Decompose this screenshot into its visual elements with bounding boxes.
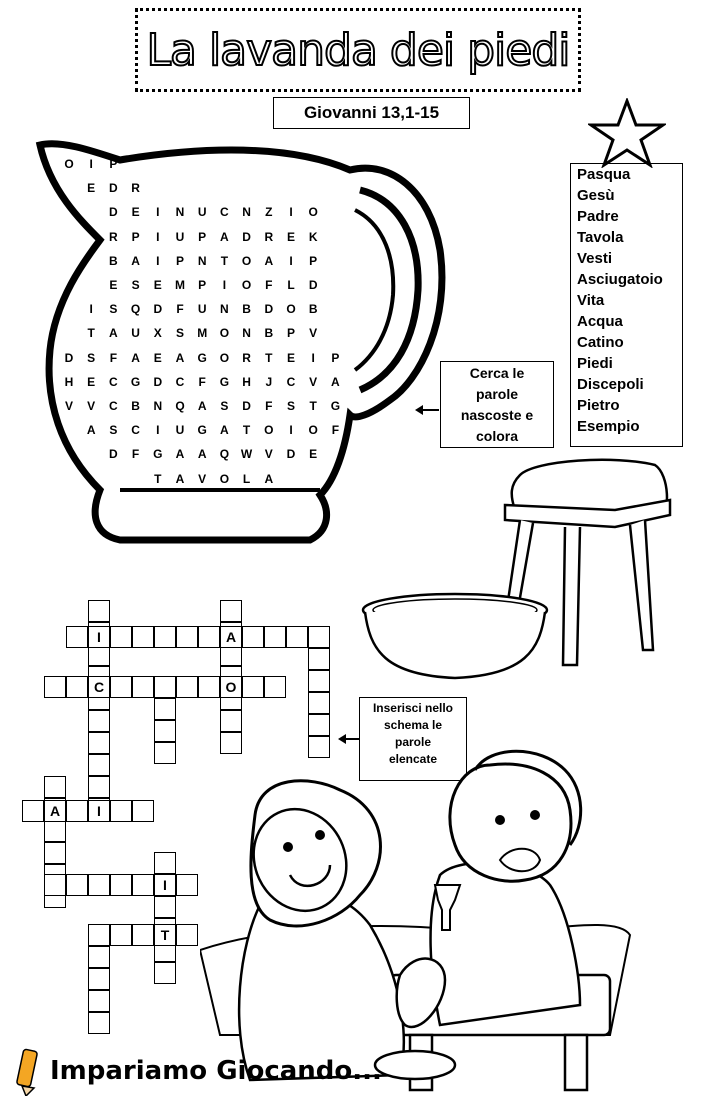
word-list-item: Catino	[577, 334, 624, 351]
wordsearch-letter[interactable]: I	[156, 253, 160, 268]
wordsearch-letter[interactable]: N	[242, 205, 251, 220]
wordsearch-letter[interactable]: A	[220, 229, 229, 244]
wordsearch-letter[interactable]: D	[109, 181, 118, 196]
wordsearch-letter[interactable]: Q	[130, 302, 141, 317]
wordsearch-letter[interactable]: M	[175, 278, 185, 292]
crossword-cell[interactable]	[154, 896, 176, 918]
wordsearch-letter[interactable]: P	[175, 253, 184, 268]
crossword-letter-cell[interactable]: O	[220, 676, 242, 698]
wordsearch-letter[interactable]: D	[109, 447, 118, 462]
word-list-item: Esempio	[577, 418, 640, 435]
crossword-letter-cell[interactable]: I	[88, 626, 110, 648]
crossword-cell[interactable]	[308, 626, 330, 648]
wordsearch-letter[interactable]: B	[131, 399, 140, 413]
word-list-item: Vesti	[577, 250, 613, 267]
crossword-cell[interactable]	[132, 676, 154, 698]
logo-text: Impariamo Giocando...	[50, 1056, 382, 1086]
wordsearch-letter[interactable]: U	[131, 326, 140, 341]
wordsearch-letter[interactable]: R	[109, 229, 118, 244]
instruction-line: parole	[475, 386, 518, 402]
wordsearch-letter[interactable]: D	[153, 302, 163, 317]
crossword-cell[interactable]	[110, 626, 132, 648]
instruction-line: nascoste e	[460, 407, 534, 423]
crossword-cell[interactable]	[88, 946, 110, 968]
wordsearch-letter[interactable]: Q	[219, 447, 230, 462]
crossword-cell[interactable]	[132, 800, 154, 822]
bible-reference: Giovanni 13,1-15	[273, 97, 470, 129]
crossword-letter-cell[interactable]: A	[44, 800, 66, 822]
crossword-cell[interactable]	[88, 968, 110, 990]
instruction-line: Inserisci nello	[372, 701, 454, 715]
wordsearch-letter[interactable]: D	[64, 350, 74, 365]
wordsearch-letter[interactable]: F	[109, 350, 118, 365]
crossword-cell[interactable]	[220, 710, 242, 732]
wordsearch-letter[interactable]: A	[109, 326, 118, 341]
crossword-cell[interactable]	[66, 800, 88, 822]
wordsearch-letter[interactable]: P	[286, 326, 295, 341]
wordsearch-letter[interactable]: C	[131, 423, 140, 438]
wordsearch-letter[interactable]: A	[86, 423, 96, 438]
wordsearch-letter[interactable]: V	[87, 399, 96, 413]
wordsearch-letter[interactable]: E	[109, 278, 118, 292]
crossword-cell[interactable]	[88, 732, 110, 754]
wordsearch-letter[interactable]: G	[153, 447, 163, 462]
page-title: La lavanda dei piedi	[146, 24, 570, 76]
wordsearch-letter[interactable]: I	[156, 229, 160, 244]
wordsearch-letter[interactable]: A	[220, 423, 229, 438]
crossword-cell[interactable]	[308, 692, 330, 714]
crossword-cell[interactable]	[264, 626, 286, 648]
crossword-cell[interactable]	[132, 924, 154, 946]
instruction-line: parole	[394, 735, 431, 749]
crossword-cell[interactable]	[154, 698, 176, 720]
wordsearch-letter[interactable]: F	[265, 278, 273, 292]
wordsearch-letter[interactable]: U	[197, 205, 207, 220]
wordsearch-letter[interactable]: Z	[265, 205, 273, 220]
crossword-cell[interactable]	[176, 924, 198, 946]
wordsearch-letter[interactable]: H	[64, 374, 74, 389]
crossword-cell[interactable]	[88, 924, 110, 946]
crossword-cell[interactable]	[176, 676, 198, 698]
wordsearch-letter[interactable]: U	[175, 423, 185, 438]
wordsearch-letter[interactable]: O	[241, 253, 252, 268]
wordsearch-letter[interactable]: V	[264, 447, 273, 462]
wordsearch-letter[interactable]: N	[220, 302, 229, 317]
wordsearch-letter[interactable]: T	[309, 399, 317, 413]
wordsearch-letter[interactable]: L	[287, 278, 295, 292]
word-list-item: Piedi	[577, 355, 613, 372]
wordsearch-letter[interactable]: B	[242, 302, 251, 317]
crossword-cell[interactable]	[242, 676, 264, 698]
wordsearch-letter[interactable]: F	[176, 302, 184, 317]
crossword-cell[interactable]	[88, 754, 110, 776]
crossword-cell[interactable]	[88, 874, 110, 896]
wordsearch-letter[interactable]: V	[198, 471, 207, 486]
wordsearch-letter[interactable]: A	[175, 471, 185, 486]
crossword-cell[interactable]	[308, 648, 330, 670]
crossword-cell[interactable]	[154, 742, 176, 764]
crossword-cell[interactable]	[88, 776, 110, 798]
wordsearch-letter[interactable]: F	[131, 447, 140, 462]
wordsearch-letter[interactable]: E	[286, 229, 295, 244]
wordsearch-letter[interactable]: Q	[175, 399, 185, 413]
wordsearch-letter[interactable]: T	[220, 253, 229, 268]
crossword-cell[interactable]	[286, 626, 308, 648]
wordsearch-letter[interactable]: C	[109, 374, 118, 389]
crossword-cell[interactable]	[242, 626, 264, 648]
wordsearch-letter[interactable]: O	[286, 302, 296, 317]
crossword-cell[interactable]	[132, 874, 154, 896]
wordsearch-letter[interactable]: S	[286, 399, 295, 413]
crossword-cell[interactable]	[198, 676, 220, 698]
crossword-cell[interactable]	[22, 800, 44, 822]
wordsearch-letter[interactable]: F	[331, 423, 340, 438]
wordsearch-letter[interactable]: A	[175, 350, 185, 365]
crossword-cell[interactable]	[110, 924, 132, 946]
crossword-cell[interactable]	[198, 626, 220, 648]
crossword-cell[interactable]	[110, 874, 132, 896]
wordsearch-letter[interactable]: T	[87, 326, 95, 341]
crossword-cell[interactable]	[44, 842, 66, 864]
word-list-item: Acqua	[577, 313, 623, 330]
wordsearch-letter[interactable]: I	[311, 350, 315, 365]
logo	[14, 1046, 382, 1096]
crossword-cell[interactable]	[154, 720, 176, 742]
crossword-cell[interactable]	[66, 874, 88, 896]
wordsearch-letter[interactable]: T	[154, 471, 162, 486]
wordsearch-letter[interactable]: S	[175, 326, 184, 341]
wordsearch-letter[interactable]: O	[308, 423, 318, 438]
wordsearch-letter[interactable]: D	[109, 205, 118, 220]
wordsearch-letter[interactable]: F	[198, 374, 206, 389]
crossword-cell[interactable]	[154, 962, 176, 984]
wordsearch-letter[interactable]: A	[197, 399, 207, 413]
crossword-cell[interactable]	[154, 676, 176, 698]
wordsearch-letter[interactable]: O	[241, 278, 252, 292]
wordsearch-letter[interactable]: I	[89, 157, 93, 171]
wordsearch-letter[interactable]: G	[330, 399, 341, 413]
wordsearch-letter[interactable]: N	[197, 253, 207, 268]
wordsearch-letter[interactable]: D	[308, 278, 318, 292]
wordsearch-letter[interactable]: V	[309, 326, 318, 341]
wordsearch-letter[interactable]: I	[289, 205, 293, 220]
wordsearch-letter[interactable]: O	[64, 157, 74, 171]
wordsearch-letter[interactable]: O	[219, 326, 230, 341]
wordsearch-letter[interactable]: R	[242, 350, 251, 365]
crossword-cell[interactable]	[88, 600, 110, 622]
wordsearch-letter[interactable]: E	[87, 181, 96, 196]
wordsearch-letter[interactable]: G	[130, 374, 141, 389]
wordsearch-letter[interactable]: G	[197, 423, 207, 438]
wordsearch-letter[interactable]: N	[242, 326, 251, 341]
wordsearch-letter[interactable]: C	[220, 205, 229, 220]
wordsearch-letter[interactable]: R	[131, 181, 140, 196]
wordsearch-letter[interactable]: I	[89, 302, 93, 317]
crossword-cell[interactable]	[66, 676, 88, 698]
wordsearch-letter[interactable]: D	[153, 374, 163, 389]
word-list-item: Padre	[577, 208, 619, 225]
wordsearch-letter[interactable]: C	[286, 374, 296, 389]
instruction-line: elencate	[388, 752, 438, 766]
crossword-cell[interactable]	[88, 1012, 110, 1034]
wordsearch-letter[interactable]: T	[242, 423, 251, 438]
crossword-cell[interactable]	[110, 800, 132, 822]
wordsearch-letter[interactable]: S	[109, 302, 118, 317]
wordsearch-letter[interactable]: E	[153, 278, 162, 292]
wordsearch-letter[interactable]: A	[131, 253, 140, 268]
crossword-cell[interactable]	[220, 600, 242, 622]
wordsearch-letter[interactable]: A	[264, 471, 274, 486]
wordsearch-letter[interactable]: N	[153, 399, 163, 413]
wordsearch-letter[interactable]: E	[87, 374, 96, 389]
wordsearch-letter[interactable]: P	[131, 229, 140, 244]
crossword-cell[interactable]	[264, 676, 286, 698]
wordsearch-letter[interactable]: V	[309, 374, 318, 389]
wordsearch-letter[interactable]: I	[289, 253, 293, 268]
wordsearch-letter[interactable]: I	[156, 205, 160, 220]
wordsearch-letter[interactable]: I	[222, 278, 227, 292]
wordsearch-letter[interactable]: B	[109, 253, 118, 268]
wordsearch-letter[interactable]: K	[308, 229, 318, 244]
instruction-line: Cerca le	[469, 365, 525, 381]
crossword-cell[interactable]	[88, 990, 110, 1012]
crossword-cell[interactable]	[154, 852, 176, 874]
wordsearch-letter[interactable]: P	[198, 229, 207, 244]
pencil-icon	[14, 1046, 44, 1096]
wordsearch-letter[interactable]: P	[198, 278, 207, 292]
crossword-cell[interactable]	[154, 626, 176, 648]
wordsearch-letter[interactable]: E	[286, 350, 295, 365]
wordsearch-letter[interactable]: G	[197, 350, 207, 365]
wordsearch-letter[interactable]: U	[175, 229, 185, 244]
wordsearch-letter[interactable]: T	[265, 350, 273, 365]
wordsearch-letter[interactable]: P	[331, 350, 340, 365]
wordsearch-letter[interactable]: M	[197, 326, 208, 341]
crossword-cell[interactable]	[44, 776, 66, 798]
crossword-cell[interactable]	[176, 874, 198, 896]
wordsearch-letter[interactable]: X	[153, 326, 162, 341]
wordsearch-letter[interactable]: J	[265, 374, 273, 389]
crossword-letter-cell[interactable]: I	[154, 874, 176, 896]
instruction-line: colora	[475, 428, 518, 444]
crossword-cell[interactable]	[132, 626, 154, 648]
wordsearch-letter[interactable]: C	[109, 399, 118, 413]
wordsearch-letter[interactable]: O	[308, 205, 318, 220]
wordsearch-letter[interactable]: O	[219, 471, 230, 486]
wordsearch-letter[interactable]: E	[309, 447, 318, 462]
wordsearch-letter[interactable]: U	[197, 302, 207, 317]
wordsearch-letter[interactable]: A	[264, 253, 274, 268]
wordsearch-letter[interactable]: D	[264, 302, 274, 317]
instruction-line: schema le	[383, 718, 443, 732]
wordsearch-letter[interactable]: D	[242, 229, 251, 244]
wordsearch-letter[interactable]: A	[331, 374, 340, 389]
wordsearch-letter[interactable]: R	[264, 229, 274, 244]
crossword-cell[interactable]	[66, 626, 88, 648]
wordsearch-letter[interactable]: S	[131, 278, 140, 292]
crossword-cell[interactable]	[308, 670, 330, 692]
wordsearch-letter[interactable]: V	[64, 399, 73, 413]
word-list-item: Tavola	[577, 229, 624, 246]
wordsearch-letter[interactable]: I	[289, 423, 293, 438]
wordsearch-letter[interactable]: A	[131, 350, 140, 365]
wordsearch-letter[interactable]: D	[242, 399, 251, 413]
wordsearch-letter[interactable]: E	[131, 205, 140, 220]
wordsearch-letter[interactable]: I	[156, 423, 160, 438]
wordsearch-letter[interactable]: D	[286, 447, 296, 462]
wordsearch-letter[interactable]: W	[240, 447, 253, 462]
word-list-item: Discepoli	[577, 376, 644, 393]
wordsearch-letter[interactable]: A	[197, 447, 207, 462]
wordsearch-letter[interactable]: P	[109, 157, 118, 171]
wordsearch-letter[interactable]: S	[109, 423, 118, 438]
wordsearch-letter[interactable]: E	[153, 350, 162, 365]
crossword-cell[interactable]	[110, 676, 132, 698]
wordsearch-letter[interactable]: L	[242, 471, 251, 486]
wordsearch-letter[interactable]: F	[265, 399, 273, 413]
word-list-item: Vita	[577, 292, 605, 309]
wordsearch-letter[interactable]: C	[175, 374, 185, 389]
crossword-letter-cell[interactable]: A	[220, 626, 242, 648]
crossword-letter-cell[interactable]: C	[88, 676, 110, 698]
word-list-item: Pietro	[577, 397, 620, 414]
wordsearch-letter[interactable]: N	[175, 205, 185, 220]
crossword-cell[interactable]	[44, 820, 66, 842]
crossword-letter-cell[interactable]: T	[154, 924, 176, 946]
wordsearch-letter[interactable]: B	[308, 302, 318, 317]
crossword-cell[interactable]	[44, 676, 66, 698]
wordsearch-letter[interactable]: B	[264, 326, 274, 341]
wordsearch-letter[interactable]: O	[219, 350, 230, 365]
word-list-item: Pasqua	[577, 166, 631, 183]
wordsearch-letter[interactable]: O	[264, 423, 274, 438]
wordsearch-letter[interactable]: S	[220, 399, 229, 413]
wordsearch-letter[interactable]: G	[219, 374, 230, 389]
wordsearch-letter[interactable]: P	[309, 253, 318, 268]
word-list-item: Gesù	[577, 187, 615, 204]
crossword-cell[interactable]	[44, 874, 66, 896]
wordsearch-letter[interactable]: A	[175, 447, 185, 462]
wordsearch-letter[interactable]: S	[87, 350, 96, 365]
crossword-cell[interactable]	[88, 710, 110, 732]
crossword-letter-cell[interactable]: I	[88, 800, 110, 822]
crossword-cell[interactable]	[176, 626, 198, 648]
crossword-cell[interactable]	[308, 714, 330, 736]
wordsearch-letter[interactable]: H	[242, 374, 251, 389]
word-list-item: Asciugatoio	[577, 271, 663, 288]
